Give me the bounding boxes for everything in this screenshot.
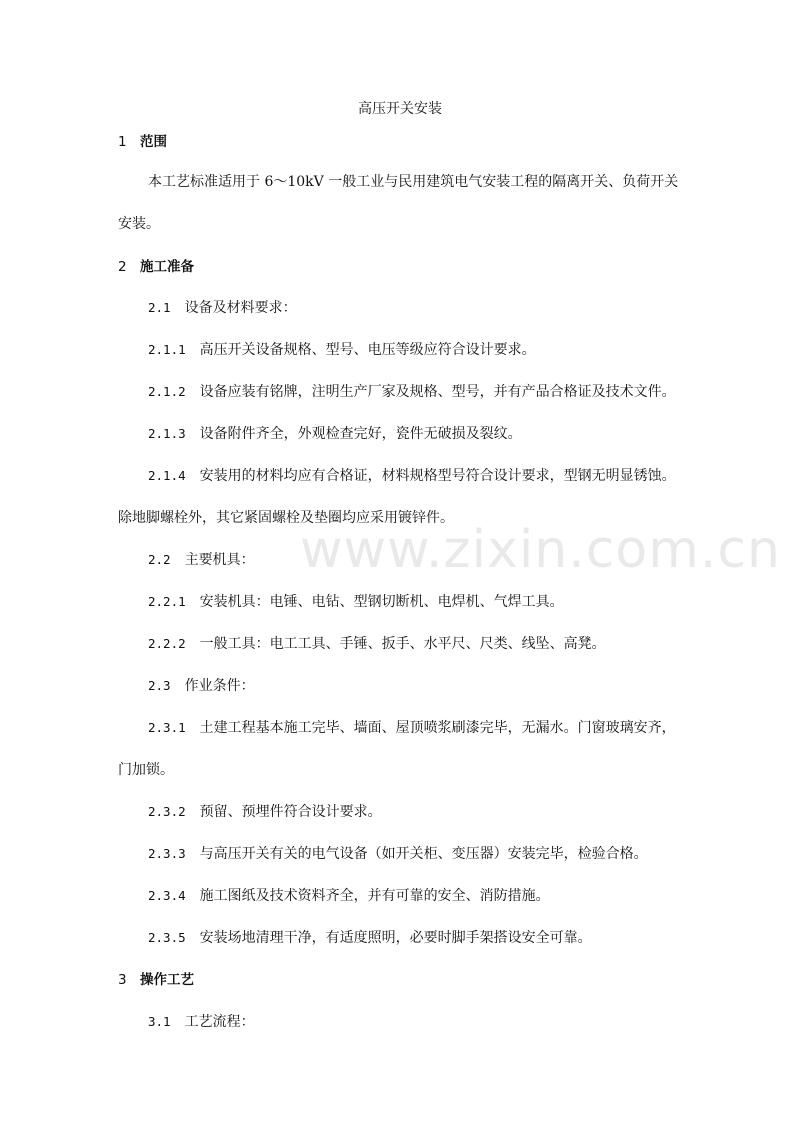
item-2-3-4: 2.3.4 施工图纸及技术资料齐全，并有可靠的安全、消防措施。 (148, 888, 550, 904)
paragraph-line: 安装。 (118, 216, 160, 232)
item-2-3: 2.3 作业条件： (148, 678, 255, 694)
item-2-3-5: 2.3.5 安装场地清理干净，有适度照明，必要时脚手架搭设安全可靠。 (148, 930, 592, 946)
section-3-heading: 3 操作工艺 (118, 972, 194, 988)
item-2-3-2: 2.3.2 预留、预埋件符合设计要求。 (148, 804, 382, 820)
item-2-1-3: 2.1.3 设备附件齐全，外观检查完好，瓷件无破损及裂纹。 (148, 426, 522, 442)
item-2-2-2: 2.2.2 一般工具：电工工具、手锤、扳手、水平尺、尺类、线坠、高凳。 (148, 636, 606, 652)
section-1-heading: 1 范围 (118, 134, 167, 150)
section-2-heading: 2 施工准备 (118, 259, 194, 275)
item-2-1-1: 2.1.1 高压开关设备规格、型号、电压等级应符合设计要求。 (148, 342, 536, 358)
item-2-2: 2.2 主要机具： (148, 552, 255, 568)
item-2-1-2: 2.1.2 设备应装有铭牌，注明生产厂家及规格、型号，并有产品合格证及技术文件。 (148, 384, 676, 400)
item-2-2-1: 2.2.1 安装机具：电锤、电钻、型钢切断机、电焊机、气焊工具。 (148, 594, 564, 610)
item-2-3-1: 2.3.1 土建工程基本施工完毕、墙面、屋顶喷浆刷漆完毕，无漏水。门窗玻璃安齐， (148, 720, 676, 736)
item-2-1-4-continuation: 除地脚螺栓外，其它紧固螺栓及垫圈均应采用镀锌件。 (118, 510, 454, 526)
item-2-1: 2.1 设备及材料要求： (148, 300, 297, 316)
item-2-3-1-continuation: 门加锁。 (118, 762, 174, 778)
watermark: www.zixin.com.cn (300, 520, 781, 580)
item-2-1-4: 2.1.4 安装用的材料均应有合格证，材料规格型号符合设计要求，型钢无明显锈蚀。 (148, 468, 676, 484)
paragraph-line: 本工艺标准适用于 6～10kV 一般工业与民用建筑电气安装工程的隔离开关、负荷开关 (148, 174, 679, 190)
item-2-3-3: 2.3.3 与高压开关有关的电气设备（如开关柜、变压器）安装完毕，检验合格。 (148, 846, 648, 862)
page-title: 高压开关安装 (358, 101, 442, 117)
item-3-1: 3.1 工艺流程： (148, 1014, 255, 1030)
